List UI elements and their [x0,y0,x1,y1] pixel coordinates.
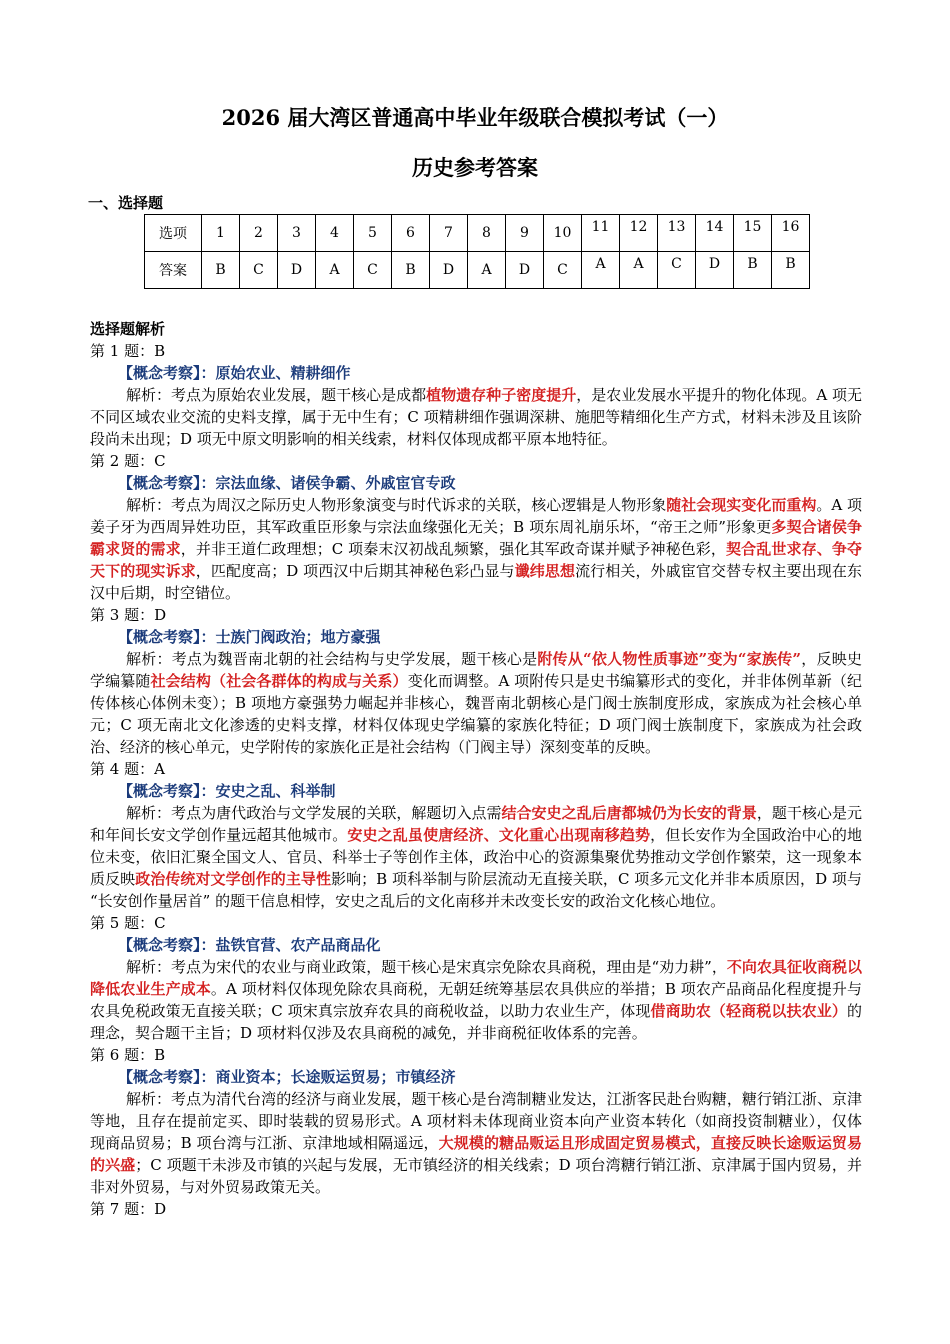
question-answer: 第 1 题：B [90,342,166,360]
answer-cell: A [468,252,506,289]
answer-cell: C [240,252,278,289]
exam-title: 2026 届大湾区普通高中毕业年级联合模拟考试（一） [221,105,729,130]
question-answer: 第 4 题：A [90,760,165,778]
question-number: 11 [582,215,620,252]
exp-text: 解析：考点为周汉之际历史人物形象演变与时代诉求的关联，核心逻辑是人物形象 [126,496,667,514]
question-number: 10 [544,215,582,252]
subject-title: 历史参考答案 [412,155,538,180]
exp-highlight: 附传从“依人物性质事迹”变为“家族传” [537,650,802,668]
question-number: 4 [316,215,354,252]
answer-cell: A [316,252,354,289]
exp-text: 解析：考点为唐代政治与文学发展的关联，解题切入点需 [126,804,502,822]
question-answer: 第 7 题：D [90,1200,167,1218]
exp-text: 。A 项材料仅体现免除农具商税，无朝廷统筹基层农具供应的举措；B 项农产品商品化程度提升与农具免税政策无直接关联；C 项宋真宗放弃农具的商税收益，以助力农业生产，体现 [90,980,862,1020]
question-number: 7 [430,215,468,252]
explanation [90,1088,862,1198]
concept-line: 【概念考察】：士族门阀政治；地方豪强 [118,628,381,646]
analysis-heading: 选择题解析 [90,320,166,338]
exp-highlight: 结合安史之乱后唐都城仍为长安的背景 [501,804,757,822]
exp-text: 解析：考点为魏晋南北朝的社会结构与史学发展，题干核心是 [126,650,538,668]
question-answer: 第 5 题：C [90,914,166,932]
question-number: 16 [772,215,810,252]
answer-cell: D [278,252,316,289]
exp-text: 解析：考点为清代台湾的经济与商业发展，题干核心是台湾制糖业发达，江浙客民赴台购糖，糖行销江浙、京津等地，且存在提前定买、即时装载的贸易形式。A 项材料未体现商业资本向产业资本转化（如商投资制糖业），仅体现商品贸易；B 项台湾与江浙、京津地域相隔遥远， [90,1090,862,1152]
row-label-options: 选项 [145,215,202,252]
question-number: 9 [506,215,544,252]
answer-cell: C [354,252,392,289]
exp-text: ，反映史学编纂随 [90,650,862,690]
exp-text: ，是农业发展水平提升的物化体现。A 项无不同区域农业交流的史料支撑，属于无中生有；C 项精耕细作强调深耕、施肥等精细化生产方式，材料未涉及且该阶段尚未出现；D 项无中原文明影响的相关线索，材料仅体现成都平原本地特征。 [90,386,862,448]
answer-table [144,214,810,289]
question-number: 6 [392,215,430,252]
exp-highlight: 借商助农（轻商税以扶农业） [650,1002,847,1020]
question-number: 12 [620,215,658,252]
concept-line: 【概念考察】：商业资本；长途贩运贸易；市镇经济 [118,1068,456,1086]
question-number: 13 [658,215,696,252]
table-row-numbers [145,215,810,252]
exp-text: ；C 项题干未涉及市镇的兴起与发展，无市镇经济的相关线索；D 项台湾糖行销江浙、京津属于国内贸易，并非对外贸易，与对外贸易政策无关。 [90,1156,862,1196]
answer-cell: A [582,252,620,289]
exp-text: 解析：考点为原始农业发展，题干核心是成都 [126,386,427,404]
exp-text: 变化而调整。A 项附传只是史书编纂形式的变化，并非体例革新（纪传体核心体例未变）；B 项地方豪强势力崛起并非核心，魏晋南北朝核心是门阀士族制度形成，家族成为社会核心单元；C 项无南北文化渗透的史料支撑，材料仅体现史学编纂的家族化特征；D 项门阀士族制度下，家族成为社会政治、经济的核心单元，史学附传的家族化正是社会结构（门阀主导）深刻变革的反映。 [90,672,862,756]
question-number: 2 [240,215,278,252]
answer-cell: C [544,252,582,289]
exp-highlight: 谶纬思想 [514,562,576,580]
question-answer: 第 3 题：D [90,606,167,624]
answer-cell: D [696,252,734,289]
answer-cell: D [506,252,544,289]
exp-text: 流行相关，外戚宦官交替专权主要出现在东汉中后期，时空错位。 [90,562,862,602]
answer-cell: B [202,252,240,289]
exp-text: ，并非王道仁政理想；C 项秦末汉初战乱频繁，强化其军政奇谋并赋予神秘色彩， [180,540,727,558]
answer-cell: B [392,252,430,289]
answer-cell: B [772,252,810,289]
exp-text: ，匹配度高；D 项西汉中后期其神秘色彩凸显与 [195,562,515,580]
question-answer: 第 6 题：B [90,1046,166,1064]
exp-highlight: 社会结构（社会各群体的构成与关系） [150,672,408,690]
exp-text: 影响；B 项科举制与阶层流动无直接关联，C 项多元文化并非本质原因，D 项与 “长安创作量居首” 的题干信息相悖，安史之乱后的文化南移并未改变长安的政治文化核心地位。 [90,870,862,910]
explanation [90,802,862,912]
exp-text: ，但长安作为全国政治中心的地位未变，依旧汇聚全国文人、官员、科举士子等创作主体，政治中心的资源集聚优势推动文学创作繁荣，这一现象本质反映 [90,826,862,888]
answer-cell: D [430,252,468,289]
row-label-answers: 答案 [145,252,202,289]
exp-text: 解析：考点为宋代的农业与商业政策，题干核心是宋真宗免除农具商税，理由是“劝力耕”， [126,958,727,976]
explanation [90,494,862,604]
analysis-section [90,318,862,1220]
exp-text: 的理念，契合题干主旨；D 项材料仅涉及农具商税的减免，并非商税征收体系的完善。 [90,1002,862,1042]
question-number: 8 [468,215,506,252]
concept-line: 【概念考察】：原始农业、精耕细作 [118,364,351,382]
exp-highlight: 安史之乱虽使唐经济、文化重心出现南移趋势 [347,826,651,844]
section-heading: 一、选择题 [88,194,164,212]
answer-cell: B [734,252,772,289]
explanation [90,956,862,1044]
question-answer: 第 2 题：C [90,452,166,470]
exp-highlight: 植物遗存种子密度提升 [426,386,577,404]
exp-highlight: 不向农具征收商税以降低农业生产成本 [90,958,862,998]
concept-line: 【概念考察】：安史之乱、科举制 [118,782,336,800]
question-number: 1 [202,215,240,252]
exp-highlight: 随社会现实变化而重构 [666,496,817,514]
concept-line: 【概念考察】：宗法血缘、诸侯争霸、外戚宦官专政 [118,474,456,492]
explanation [90,648,862,758]
exp-highlight: 契合乱世求存、争夺天下的现实诉求 [90,540,862,580]
answer-cell: A [620,252,658,289]
concept-line: 【概念考察】：盐铁官营、农产品商品化 [118,936,381,954]
table-row-answers [145,252,810,289]
question-number: 3 [278,215,316,252]
question-number: 5 [354,215,392,252]
exp-highlight: 多契合诸侯争霸求贤的需求 [90,518,862,558]
exp-text: 。A 项姜子牙为西周异姓功臣，其军政重臣形象与宗法血缘强化无关；B 项东周礼崩乐坏，“帝王之师”形象更 [90,496,862,536]
question-number: 14 [696,215,734,252]
exp-text: ，题干核心是元和年间长安文学创作量远超其他城市。 [90,804,862,844]
exp-highlight: 大规模的糖品贩运且形成固定贸易模式，直接反映长途贩运贸易的兴盛 [90,1134,862,1174]
explanation [90,384,862,450]
exp-highlight: 政治传统对文学创作的主导性 [135,870,332,888]
answer-cell: C [658,252,696,289]
question-number: 15 [734,215,772,252]
